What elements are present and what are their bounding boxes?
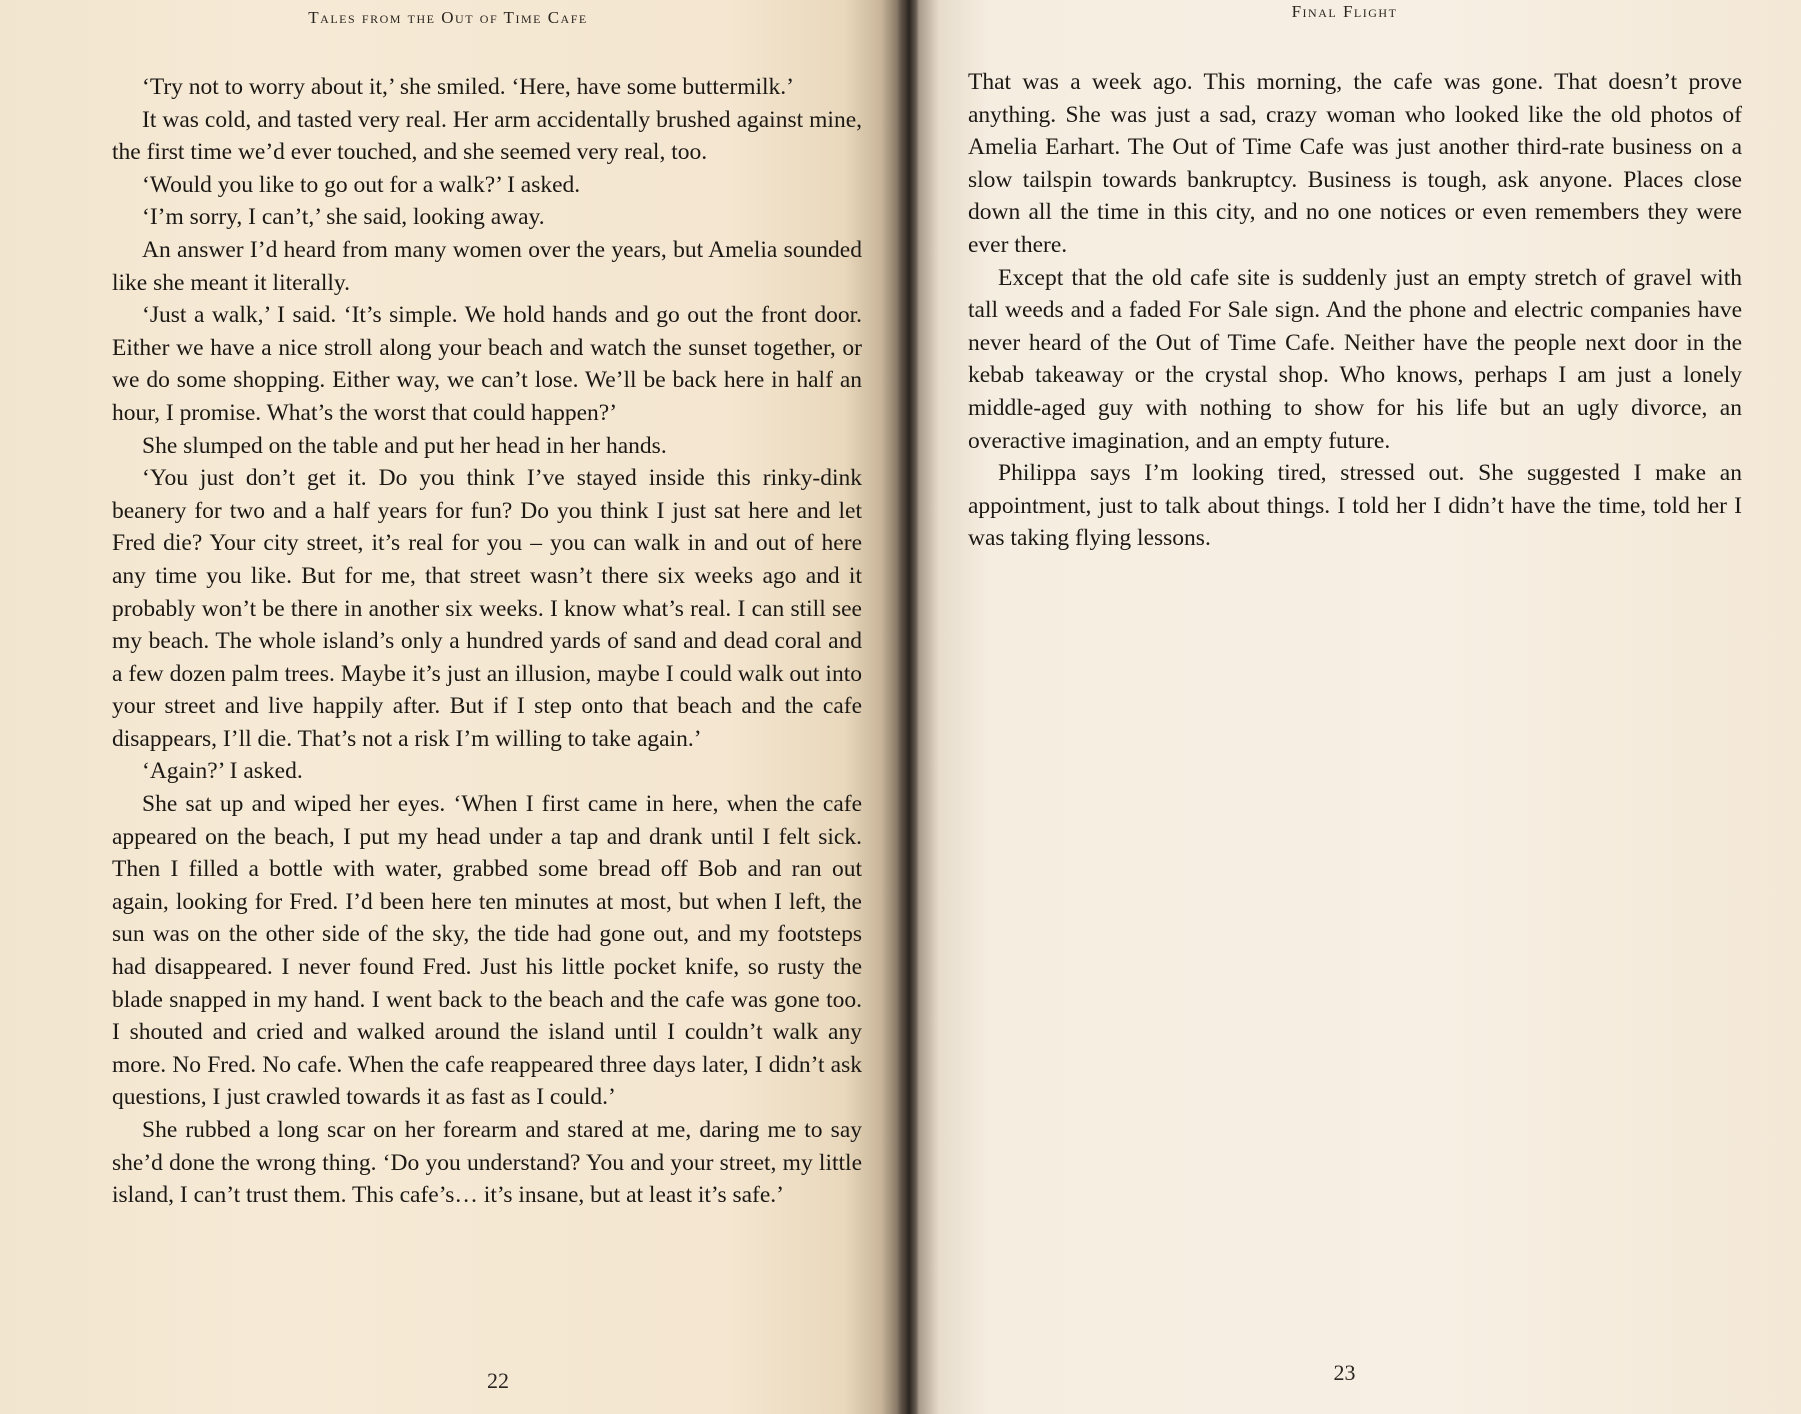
- paragraph: An answer I’d heard from many women over the years, but Amelia sounded like she meant it literally.: [112, 236, 862, 296]
- paragraph: She slumped on the table and put her head in her hands.: [142, 432, 667, 459]
- left-page-text: [112, 71, 862, 1212]
- paragraph: Philippa says I’m looking tired, stressed out. She suggested I make an appointment, just to talk about things. I told her I didn’t have the time, told her I was taking flying lessons.: [968, 460, 1742, 552]
- paragraph: ‘Just a walk,’ I said. ‘It’s simple. We hold hands and go out the front door. Either we have a nice stroll along your beach and watch the sunset together, or we do some shopping. Either way, we can’t lose. We’ll be back here in half an hour, I promise. What’s the worst that could happen?’: [112, 302, 862, 426]
- paragraph: ‘Again?’ I asked.: [142, 758, 303, 785]
- paragraph: ‘You just don’t get it. Do you think I’ve stayed inside this rinky-dink beanery for two and a half years for fun? Do you think I just sat here and let Fred die? Your city street, it’s real for you – you can walk in and out of here any time you like. But for me, that street wasn’t there six weeks ago and it probably won’t be there in another six weeks. I know what’s real. I can still see my beach. The whole island’s only a hundred yards of sand and dead coral and a few dozen palm trees. Maybe it’s just an illusion, maybe I could walk out into your street and live happily after. But if I step onto that beach and the cafe disappears, I’ll die. That’s not a risk I’m willing to take again.’: [112, 465, 862, 752]
- running-head-left: Tales from the Out of Time Cafe: [308, 8, 588, 27]
- book-gutter: [897, 0, 919, 1414]
- paragraph: It was cold, and tasted very real. Her arm accidentally brushed against mine, the first time we’d ever touched, and she seemed very real, too.: [112, 106, 862, 166]
- paragraph: ‘Try not to worry about it,’ she smiled. ‘Here, have some buttermilk.’: [142, 74, 794, 100]
- paragraph: ‘Would you like to go out for a walk?’ I asked.: [142, 171, 581, 198]
- paragraph: She rubbed a long scar on her forearm and stared at me, daring me to say she’d done the wrong thing. ‘Do you understand? You and your street, my little island, I can’t trust them. This cafe’s… it’s insane, but at least it’s safe.’: [112, 1117, 862, 1209]
- paragraph: Except that the old cafe site is suddenly just an empty stretch of gravel with tall weeds and a faded For Sale sign. And the phone and electric companies have never heard of the Out of Time Cafe. Neither have the people next door in the kebab takeaway or the crystal shop. Who knows, perhaps I am just a lonely middle-aged guy with nothing to show for his life but an ugly divorce, an overactive imagination, and an empty future.: [968, 264, 1742, 454]
- paragraph: ‘I’m sorry, I can’t,’ she said, looking away.: [142, 204, 545, 231]
- right-page: [908, 0, 1801, 1414]
- paragraph: That was a week ago. This morning, the cafe was gone. That doesn’t prove anything. She was just a sad, crazy woman who looked like the old photos of Amelia Earhart. The Out of Time Cafe was just another third-rate business on a slow tailspin towards bankruptcy. Business is tough, ask anyone. Places close down all the time in this city, and no one notices or even remembers they were ever there.: [968, 69, 1742, 258]
- page-number-right: 23: [1333, 1360, 1356, 1385]
- running-head-right: Final Flight: [1291, 2, 1398, 21]
- page-number-left: 22: [487, 1368, 509, 1393]
- paragraph: She sat up and wiped her eyes. ‘When I first came in here, when the cafe appeared on the beach, I put my head under a tap and drank until I felt sick. Then I filled a bottle with water, grabbed some bread off Bob and ran out again, looking for Fred. I’d been here ten minutes at most, but when I left, the sun was on the other side of the sky, the tide had gone out, and my footsteps had disappeared. I never found Fred. Just his little pocket knife, so rusty the blade snapped in my hand. I went back to the beach and the cafe was gone too. I shouted and cried and walked around the island until I couldn’t walk any more. No Fred. No cafe. When the cafe reappeared three days later, I didn’t ask questions, I just crawled towards it as fast as I could.’: [112, 791, 862, 1111]
- right-page-text: [968, 66, 1742, 555]
